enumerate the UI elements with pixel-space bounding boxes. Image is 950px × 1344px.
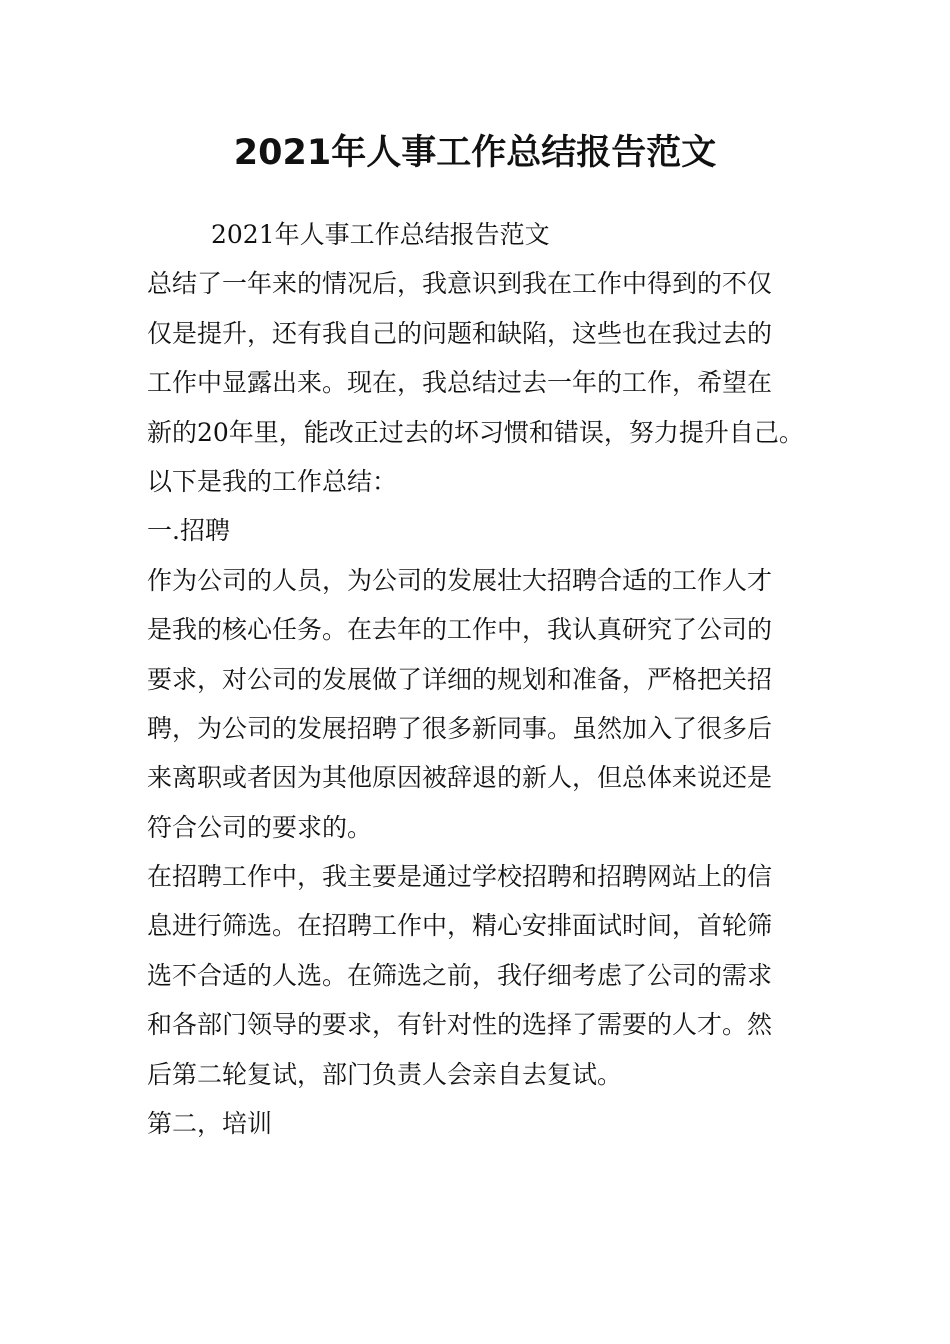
paragraph-line: 工作中显露出来。现在，我总结过去一年的工作，希望在 bbox=[147, 368, 773, 398]
paragraph-line: 以下是我的工作总结： bbox=[147, 466, 398, 496]
paragraph-line: 符合公司的要求的。 bbox=[147, 812, 373, 842]
paragraph-line: 后第二轮复试，部门负责人会亲自去复试。 bbox=[147, 1059, 623, 1089]
paragraph-line: 要求，对公司的发展做了详细的规划和准备，严格把关招 bbox=[147, 664, 773, 694]
paragraph-line: 息进行筛选。在招聘工作中，精心安排面试时间，首轮筛 bbox=[147, 911, 773, 941]
document-subtitle: 2021年人事工作总结报告范文 bbox=[211, 220, 550, 249]
paragraph-line: 来离职或者因为其他原因被辞退的新人，但总体来说还是 bbox=[147, 763, 773, 793]
document-title: 2021年人事工作总结报告范文 bbox=[233, 133, 717, 173]
document-body bbox=[147, 210, 817, 1148]
paragraph-line: 在招聘工作中，我主要是通过学校招聘和招聘网站上的信 bbox=[147, 862, 773, 892]
paragraph-line: 选不合适的人选。在筛选之前，我仔细考虑了公司的需求 bbox=[147, 960, 773, 990]
paragraph-line: 聘，为公司的发展招聘了很多新同事。虽然加入了很多后 bbox=[147, 713, 773, 743]
paragraph-line: 和各部门领导的要求，有针对性的选择了需要的人才。然 bbox=[147, 1010, 773, 1040]
paragraph-line: 新的20年里，能改正过去的坏习惯和错误，努力提升自己。 bbox=[147, 417, 804, 447]
section-heading-recruitment: 一.招聘 bbox=[147, 516, 230, 546]
section-heading-training: 第二，培训 bbox=[147, 1109, 273, 1139]
paragraph-line: 仅是提升，还有我自己的问题和缺陷，这些也在我过去的 bbox=[147, 318, 773, 348]
paragraph-line: 作为公司的人员，为公司的发展壮大招聘合适的工作人才 bbox=[147, 565, 773, 595]
paragraph-line: 总结了一年来的情况后，我意识到我在工作中得到的不仅 bbox=[147, 269, 773, 299]
paragraph-line: 是我的核心任务。在去年的工作中，我认真研究了公司的 bbox=[147, 615, 773, 645]
